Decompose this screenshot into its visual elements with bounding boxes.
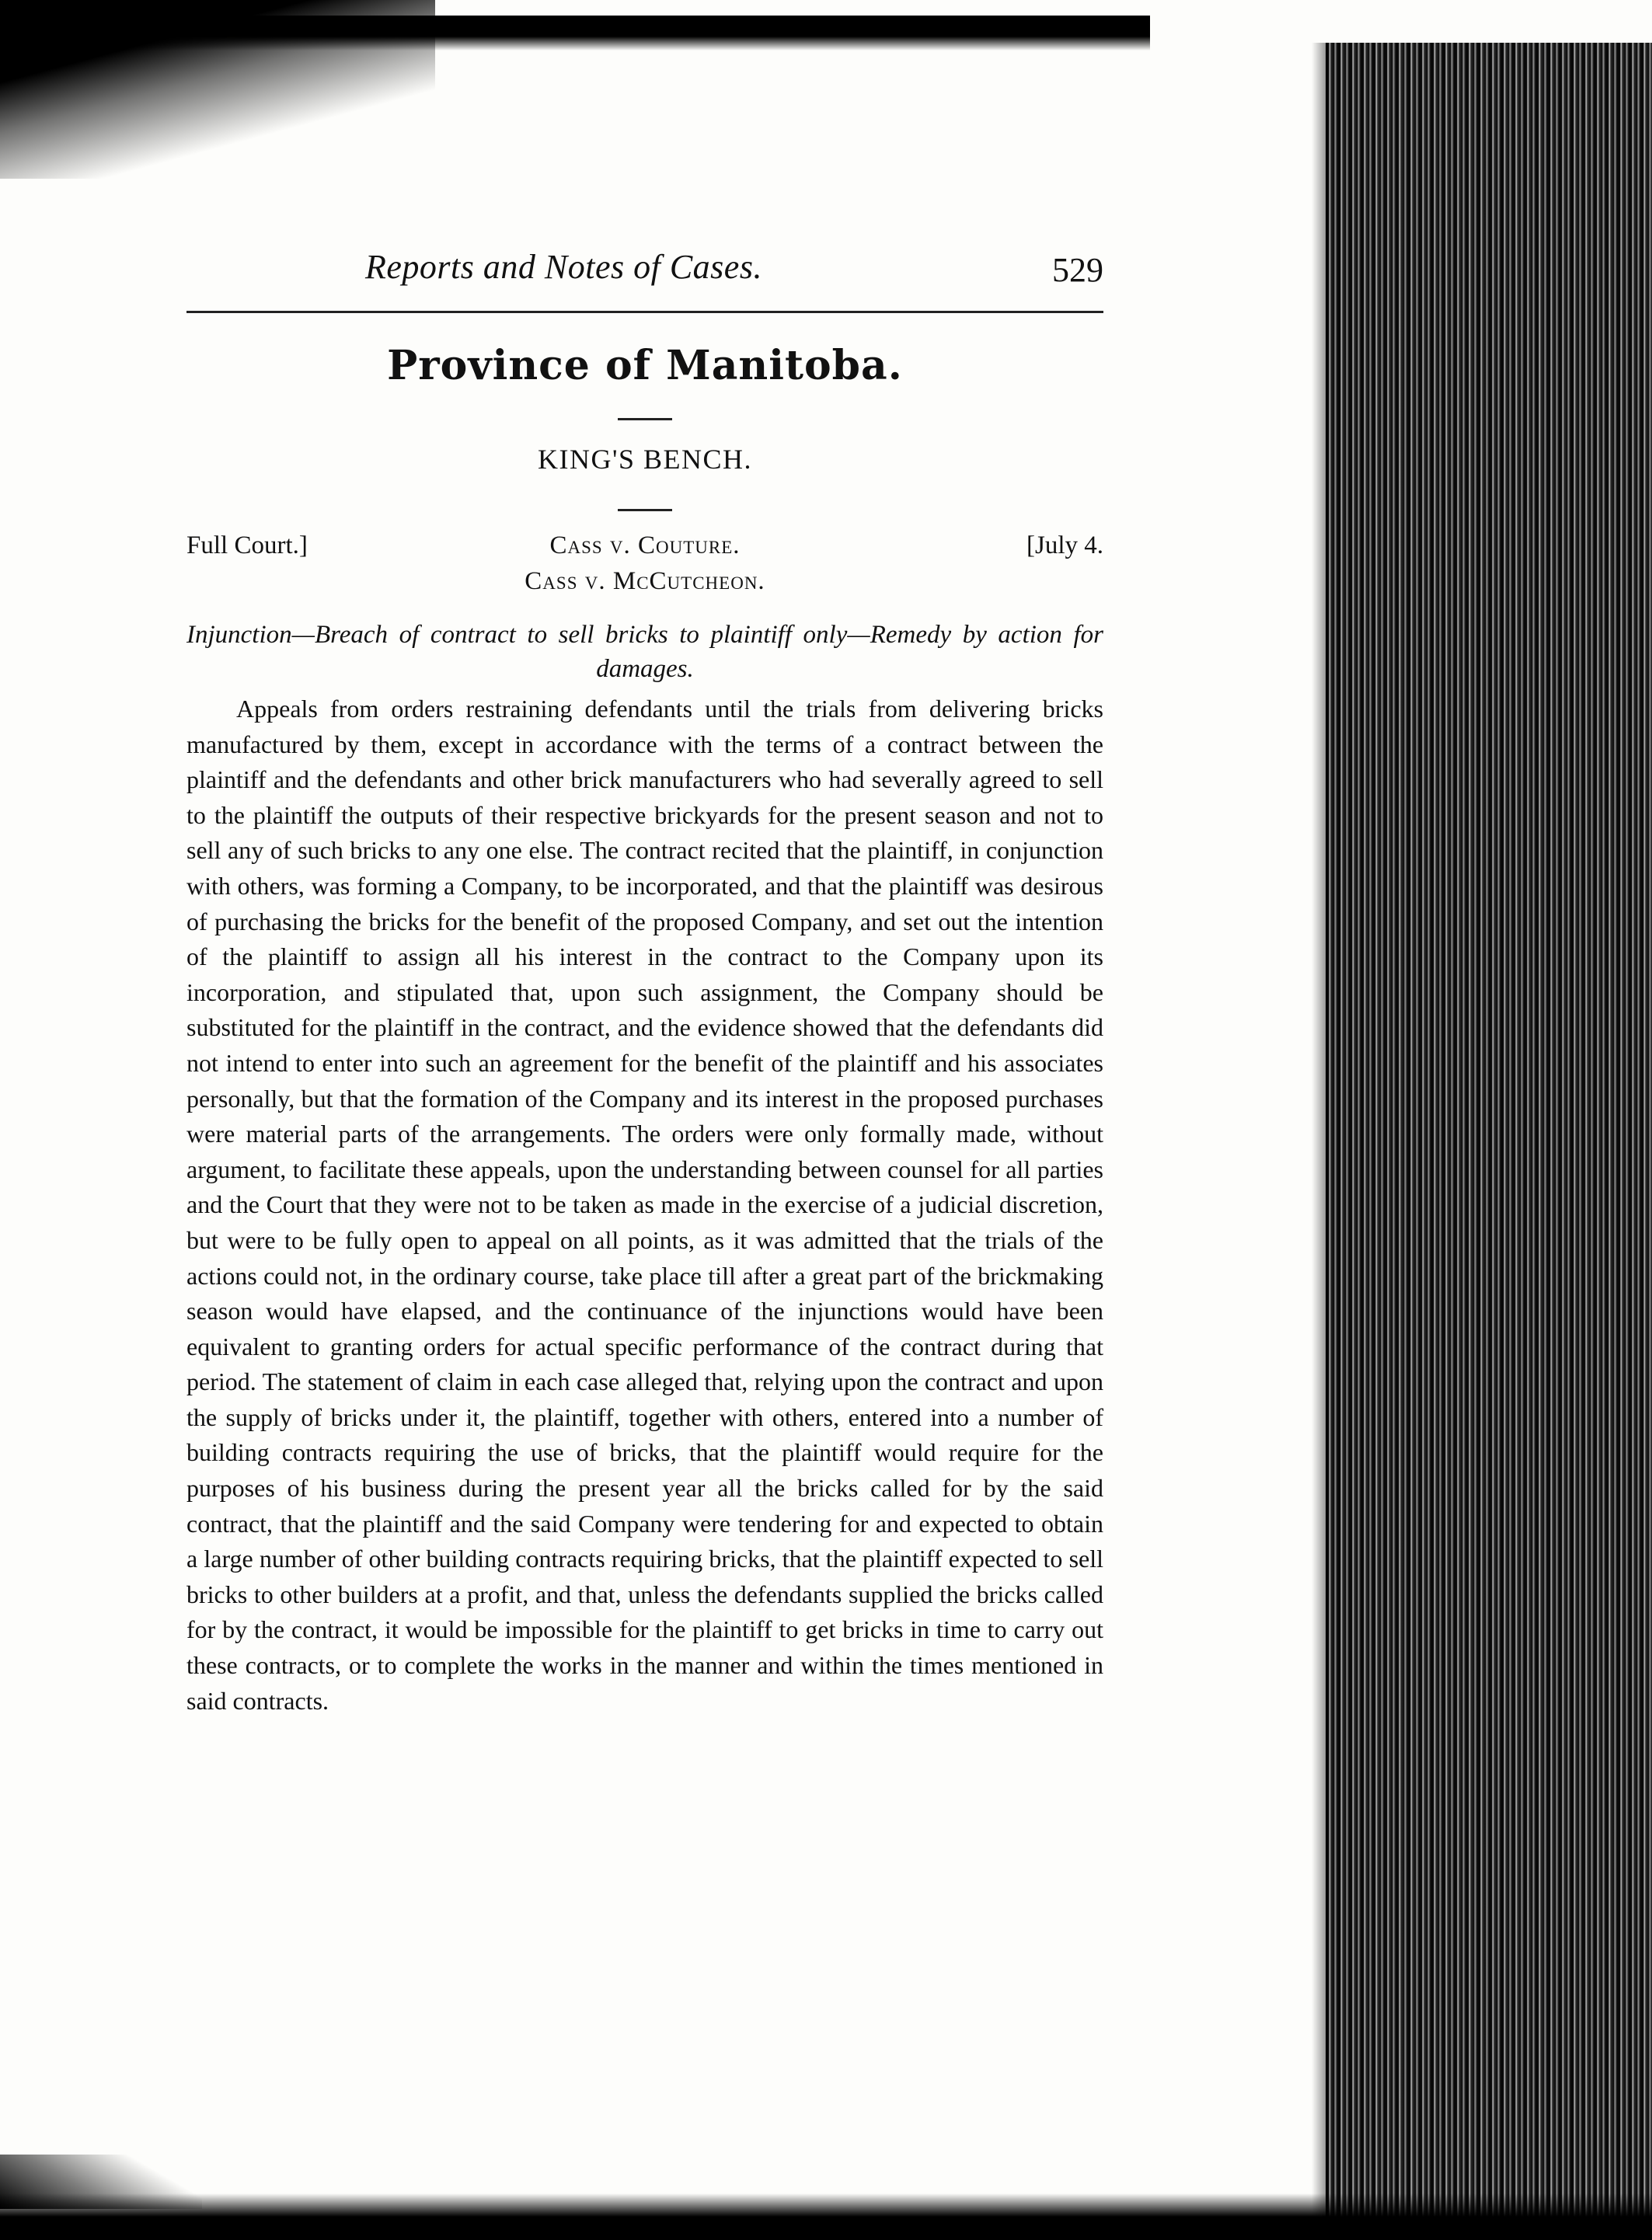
case-date: [July 4. — [1026, 531, 1103, 559]
body-paragraph: Appeals from orders restraining defendants until the trials from delivering bricks manufactured by them, except in accordance with the terms of a contract between the plaintiff and the defendants and other brick manufacturers who had severally agreed to sell to the plaintiff the outputs of their respective brickyards for the present season and not to sell any of such bricks to any one else. The contract recited that the plaintiff, in conjunction with others, was forming a Company, to be incorporated, and that the plaintiff was desirous of purchasing the bricks for the benefit of the proposed Company, and set out the intention of the plaintiff to assign all his interest in the contract to the Company upon its incorporation, and stipulated that, upon such assignment, the Company should be substituted for the plaintiff in the contract, and the evidence showed that the defendants did not intend to enter into such an agreement for the benefit of the plaintiff and his associates personally, but that the formation of the Company and its interest in the proposed purchases were material parts of the arrangements. The orders were only formally made, without argument, to facilitate these appeals, upon the understanding between counsel for all parties and the Court that they were not to be taken as made in the exercise of a judicial discretion, but were to be fully open to appeal on all points, as it was admitted that the trials of the actions could not, in the ordinary course, take place till after a great part of the brickmaking season would have elapsed, and the continuance of the injunctions would have been equivalent to granting orders for actual specific performance of the contract during that period. The statement of claim in each case alleged that, relying upon the contract and upon the supply of bricks under it, the plaintiff, together with others, entered into a number of building contracts requiring the use of bricks, that the plaintiff would require for the purposes of his business during the present year all the bricks called for by the said contract, that the plaintiff and the said Company were tendering for and expected to obtain a large number of other building contracts requiring bricks, that the plaintiff expected to sell bricks to other builders at a profit, and that, unless the defendants supplied the bricks called for by the contract, it would be impossible for the plaintiff to get bricks in time to carry out these contracts, or to complete the works in the manner and within the times mentioned in said contracts. — [186, 695, 1103, 1715]
scan-shadow-bottom — [0, 2193, 1652, 2240]
case-name: Cass v. McCutcheon. — [525, 567, 765, 595]
divider — [618, 418, 672, 420]
headnote: Injunction—Breach of contract to sell bricks to plaintiff only—Remedy by action for damages. — [186, 621, 1103, 683]
case-name: Cass v. Couture. — [549, 531, 741, 559]
section-title: Province of Manitoba. — [387, 342, 903, 389]
page-number: 529 — [1052, 251, 1103, 289]
scan-shadow-right — [1326, 43, 1652, 2240]
header-rule — [186, 311, 1103, 313]
page-header — [186, 247, 1103, 301]
court-label: Full Court.] — [186, 531, 308, 559]
court-name: KING'S BENCH. — [538, 444, 752, 475]
divider — [618, 509, 672, 511]
running-head: Reports and Notes of Cases. — [365, 248, 762, 286]
scan-shadow-top-left — [0, 0, 435, 179]
